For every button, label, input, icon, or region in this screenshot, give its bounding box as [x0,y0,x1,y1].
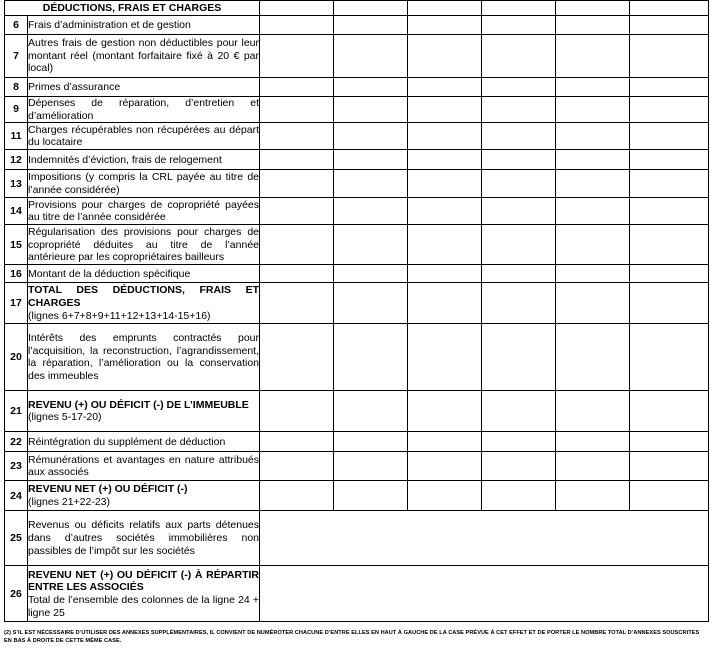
amount-cell[interactable] [334,78,408,97]
amount-cell[interactable] [334,452,408,481]
amount-cell[interactable] [408,432,482,452]
row-number: 26 [5,566,28,622]
amount-cell[interactable] [482,16,556,35]
row-number: 22 [5,432,28,452]
row-number: 6 [5,16,28,35]
amount-cell[interactable] [630,123,709,150]
amount-cell[interactable] [408,452,482,481]
merged-amount-cell[interactable] [260,566,709,622]
row-number: 16 [5,265,28,283]
table-row [5,150,709,170]
amount-cell[interactable] [482,150,556,170]
amount-cell[interactable] [260,283,334,324]
amount-cell[interactable] [260,16,334,35]
row-number: 14 [5,198,28,225]
amount-cell[interactable] [408,16,482,35]
table-row [5,511,709,566]
amount-cell[interactable] [482,78,556,97]
amount-cell[interactable] [630,283,709,324]
table-row [5,452,709,481]
amount-cell[interactable] [630,16,709,35]
amount-cell[interactable] [556,283,630,324]
amount-cell[interactable] [408,170,482,198]
row-number: 11 [5,123,28,150]
amount-cell[interactable] [556,265,630,283]
amount-cell[interactable] [630,78,709,97]
amount-cell[interactable] [630,35,709,78]
amount-cell[interactable] [482,481,556,511]
amount-cell[interactable] [334,481,408,511]
table-row [5,283,709,324]
table-row [5,16,709,35]
amount-cell[interactable] [334,170,408,198]
amount-cell[interactable] [334,35,408,78]
amount-cell[interactable] [482,123,556,150]
amount-cell[interactable] [556,1,630,16]
amount-cell[interactable] [556,198,630,225]
amount-cell[interactable] [482,265,556,283]
amount-cell[interactable] [260,225,334,265]
row-label [28,481,260,511]
table-row [5,97,709,123]
amount-cell[interactable] [408,265,482,283]
row-label-detail: (lignes 21+22-23) [28,495,111,508]
amount-cell[interactable] [260,97,334,123]
amount-cell[interactable] [556,324,630,391]
amount-cell[interactable] [334,283,408,324]
amount-cell[interactable] [408,35,482,78]
amount-cell[interactable] [334,150,408,170]
row-number: 13 [5,170,28,198]
amount-cell[interactable] [260,432,334,452]
row-label: Provisions pour charges de copropriété payées au titre de l’année considérée [28,198,260,224]
table-row [5,432,709,452]
amount-cell[interactable] [260,265,334,283]
row-number: 24 [5,481,28,511]
amount-cell[interactable] [630,170,709,198]
row-number: 23 [5,452,28,481]
row-label-bold: REVENU NET (+) OU DÉFICIT (-) À RÉPARTIR ENTRE LES ASSOCIÉS [28,568,260,594]
amount-cell[interactable] [630,1,709,16]
table-row [5,265,709,283]
table-row [5,225,709,265]
section-title: DÉDUCTIONS, FRAIS ET CHARGES [5,1,260,16]
row-label: Autres frais de gestion non déductibles pour leur montant réel (montant forfaitaire fixé à 20 € par local) [28,35,260,78]
row-label-detail: Total de l’ensemble des colonnes de la ligne 24 + ligne 25 [28,593,260,619]
row-label: Intérêts des emprunts contractés pour l’acquisition, la reconstruction, l’agrandissement, la réparation, l’amélioration ou la conservation des immeubles [28,324,260,391]
amount-cell[interactable] [260,170,334,198]
amount-cell[interactable] [482,1,556,16]
row-number: 9 [5,97,28,123]
amount-cell[interactable] [556,123,630,150]
row-label: Réintégration du supplément de déduction [28,432,260,452]
amount-cell[interactable] [556,225,630,265]
amount-cell[interactable] [630,225,709,265]
table-row [5,324,709,391]
amount-cell[interactable] [630,391,709,432]
amount-cell[interactable] [334,123,408,150]
amount-cell[interactable] [482,198,556,225]
row-label: Indemnités d’éviction, frais de relogement [28,150,260,170]
amount-cell[interactable] [334,198,408,225]
row-label: Charges récupérables non récupérées au départ du locataire [28,123,260,149]
amount-cell[interactable] [630,265,709,283]
row-number: 15 [5,225,28,265]
row-label-bold: TOTAL DES DÉDUCTIONS, FRAIS ET CHARGES [28,284,260,310]
amount-cell[interactable] [334,97,408,123]
amount-cell[interactable] [630,452,709,481]
row-label: Primes d’assurance [28,78,260,97]
amount-cell[interactable] [630,481,709,511]
amount-cell[interactable] [408,150,482,170]
row-label [28,566,260,622]
amount-cell[interactable] [334,1,408,16]
amount-cell[interactable] [408,1,482,16]
amount-cell[interactable] [260,78,334,97]
amount-cell[interactable] [482,35,556,78]
row-label: Régularisation des provisions pour charges de copropriété déduites au titre de l’année antérieure par les copropriétaires bailleurs [28,225,260,264]
table-row [5,123,709,150]
amount-cell[interactable] [260,123,334,150]
table-row [5,198,709,225]
amount-cell[interactable] [408,225,482,265]
amount-cell[interactable] [260,324,334,391]
amount-cell[interactable] [556,391,630,432]
amount-cell[interactable] [556,481,630,511]
amount-cell[interactable] [260,1,334,16]
amount-cell[interactable] [260,198,334,225]
amount-cell[interactable] [260,391,334,432]
amount-cell[interactable] [408,481,482,511]
table-row [5,78,709,97]
amount-cell[interactable] [408,324,482,391]
amount-cell[interactable] [630,97,709,123]
amount-cell[interactable] [408,198,482,225]
amount-cell[interactable] [334,16,408,35]
amount-cell[interactable] [334,432,408,452]
table-row [5,481,709,511]
amount-cell[interactable] [334,265,408,283]
amount-cell[interactable] [408,123,482,150]
row-number: 25 [5,511,28,566]
amount-cell[interactable] [334,225,408,265]
amount-cell[interactable] [556,16,630,35]
table-row [5,391,709,432]
amount-cell[interactable] [482,97,556,123]
row-label-detail: (lignes 5-17-20) [28,411,102,424]
amount-cell[interactable] [334,324,408,391]
amount-cell[interactable] [408,97,482,123]
row-label-bold: REVENU NET (+) OU DÉFICIT (-) [28,483,188,496]
amount-cell[interactable] [630,432,709,452]
header-row [5,1,709,16]
footnote: (2) S’IL EST NÉCESSAIRE D’UTILISER DES ANNEXES SUPPLÉMENTAIRES, IL CONVIENT DE NUMÉROTER CHACUNE D’ENTRE ELLES EN HAUT À GAUCHE DE LA CASE PRÉVUE À CET EFFET ET DE PORTER LE NOMBRE TOTAL D’ANNEXES SOUSCRITES EN BAS À DROITE DE CETTE MÊME CASE. [4,630,700,644]
deductions-table [4,0,709,622]
row-label: Impositions (y compris la CRL payée au titre de l’année considérée) [28,171,260,196]
row-number: 17 [5,283,28,324]
row-number: 21 [5,391,28,432]
amount-cell[interactable] [482,283,556,324]
amount-cell[interactable] [556,97,630,123]
amount-cell[interactable] [260,150,334,170]
row-number: 20 [5,324,28,391]
row-label: Montant de la déduction spécifique [28,265,260,283]
amount-cell[interactable] [482,170,556,198]
row-label [28,283,260,324]
amount-cell[interactable] [630,198,709,225]
row-label: Rémunérations et avantages en nature attribués aux associés [28,452,260,481]
row-number: 7 [5,35,28,78]
amount-cell[interactable] [556,150,630,170]
amount-cell[interactable] [260,481,334,511]
amount-cell[interactable] [556,35,630,78]
amount-cell[interactable] [556,170,630,198]
amount-cell[interactable] [630,150,709,170]
row-number: 8 [5,78,28,97]
amount-cell[interactable] [482,452,556,481]
row-label-bold: REVENU (+) OU DÉFICIT (-) DE L’IMMEUBLE [28,398,249,411]
amount-cell[interactable] [630,324,709,391]
amount-cell[interactable] [260,35,334,78]
amount-cell[interactable] [482,324,556,391]
table-row [5,566,709,622]
row-label: Dépenses de réparation, d’entretien et d’amélioration [28,97,260,122]
row-label-detail: (lignes 6+7+8+9+11+12+13+14-15+16) [28,309,211,322]
amount-cell[interactable] [482,225,556,265]
row-label [28,391,260,432]
row-number: 12 [5,150,28,170]
amount-cell[interactable] [556,452,630,481]
amount-cell[interactable] [408,283,482,324]
amount-cell[interactable] [408,391,482,432]
amount-cell[interactable] [482,432,556,452]
row-label: Revenus ou déficits relatifs aux parts détenues dans d’autres sociétés immobilières non passibles de l’impôt sur les sociétés [28,511,260,566]
amount-cell[interactable] [334,391,408,432]
merged-amount-cell[interactable] [260,511,709,566]
amount-cell[interactable] [408,78,482,97]
amount-cell[interactable] [556,78,630,97]
amount-cell[interactable] [260,452,334,481]
amount-cell[interactable] [556,432,630,452]
amount-cell[interactable] [482,391,556,432]
table-row [5,35,709,78]
table-row [5,170,709,198]
row-label: Frais d’administration et de gestion [28,16,260,35]
